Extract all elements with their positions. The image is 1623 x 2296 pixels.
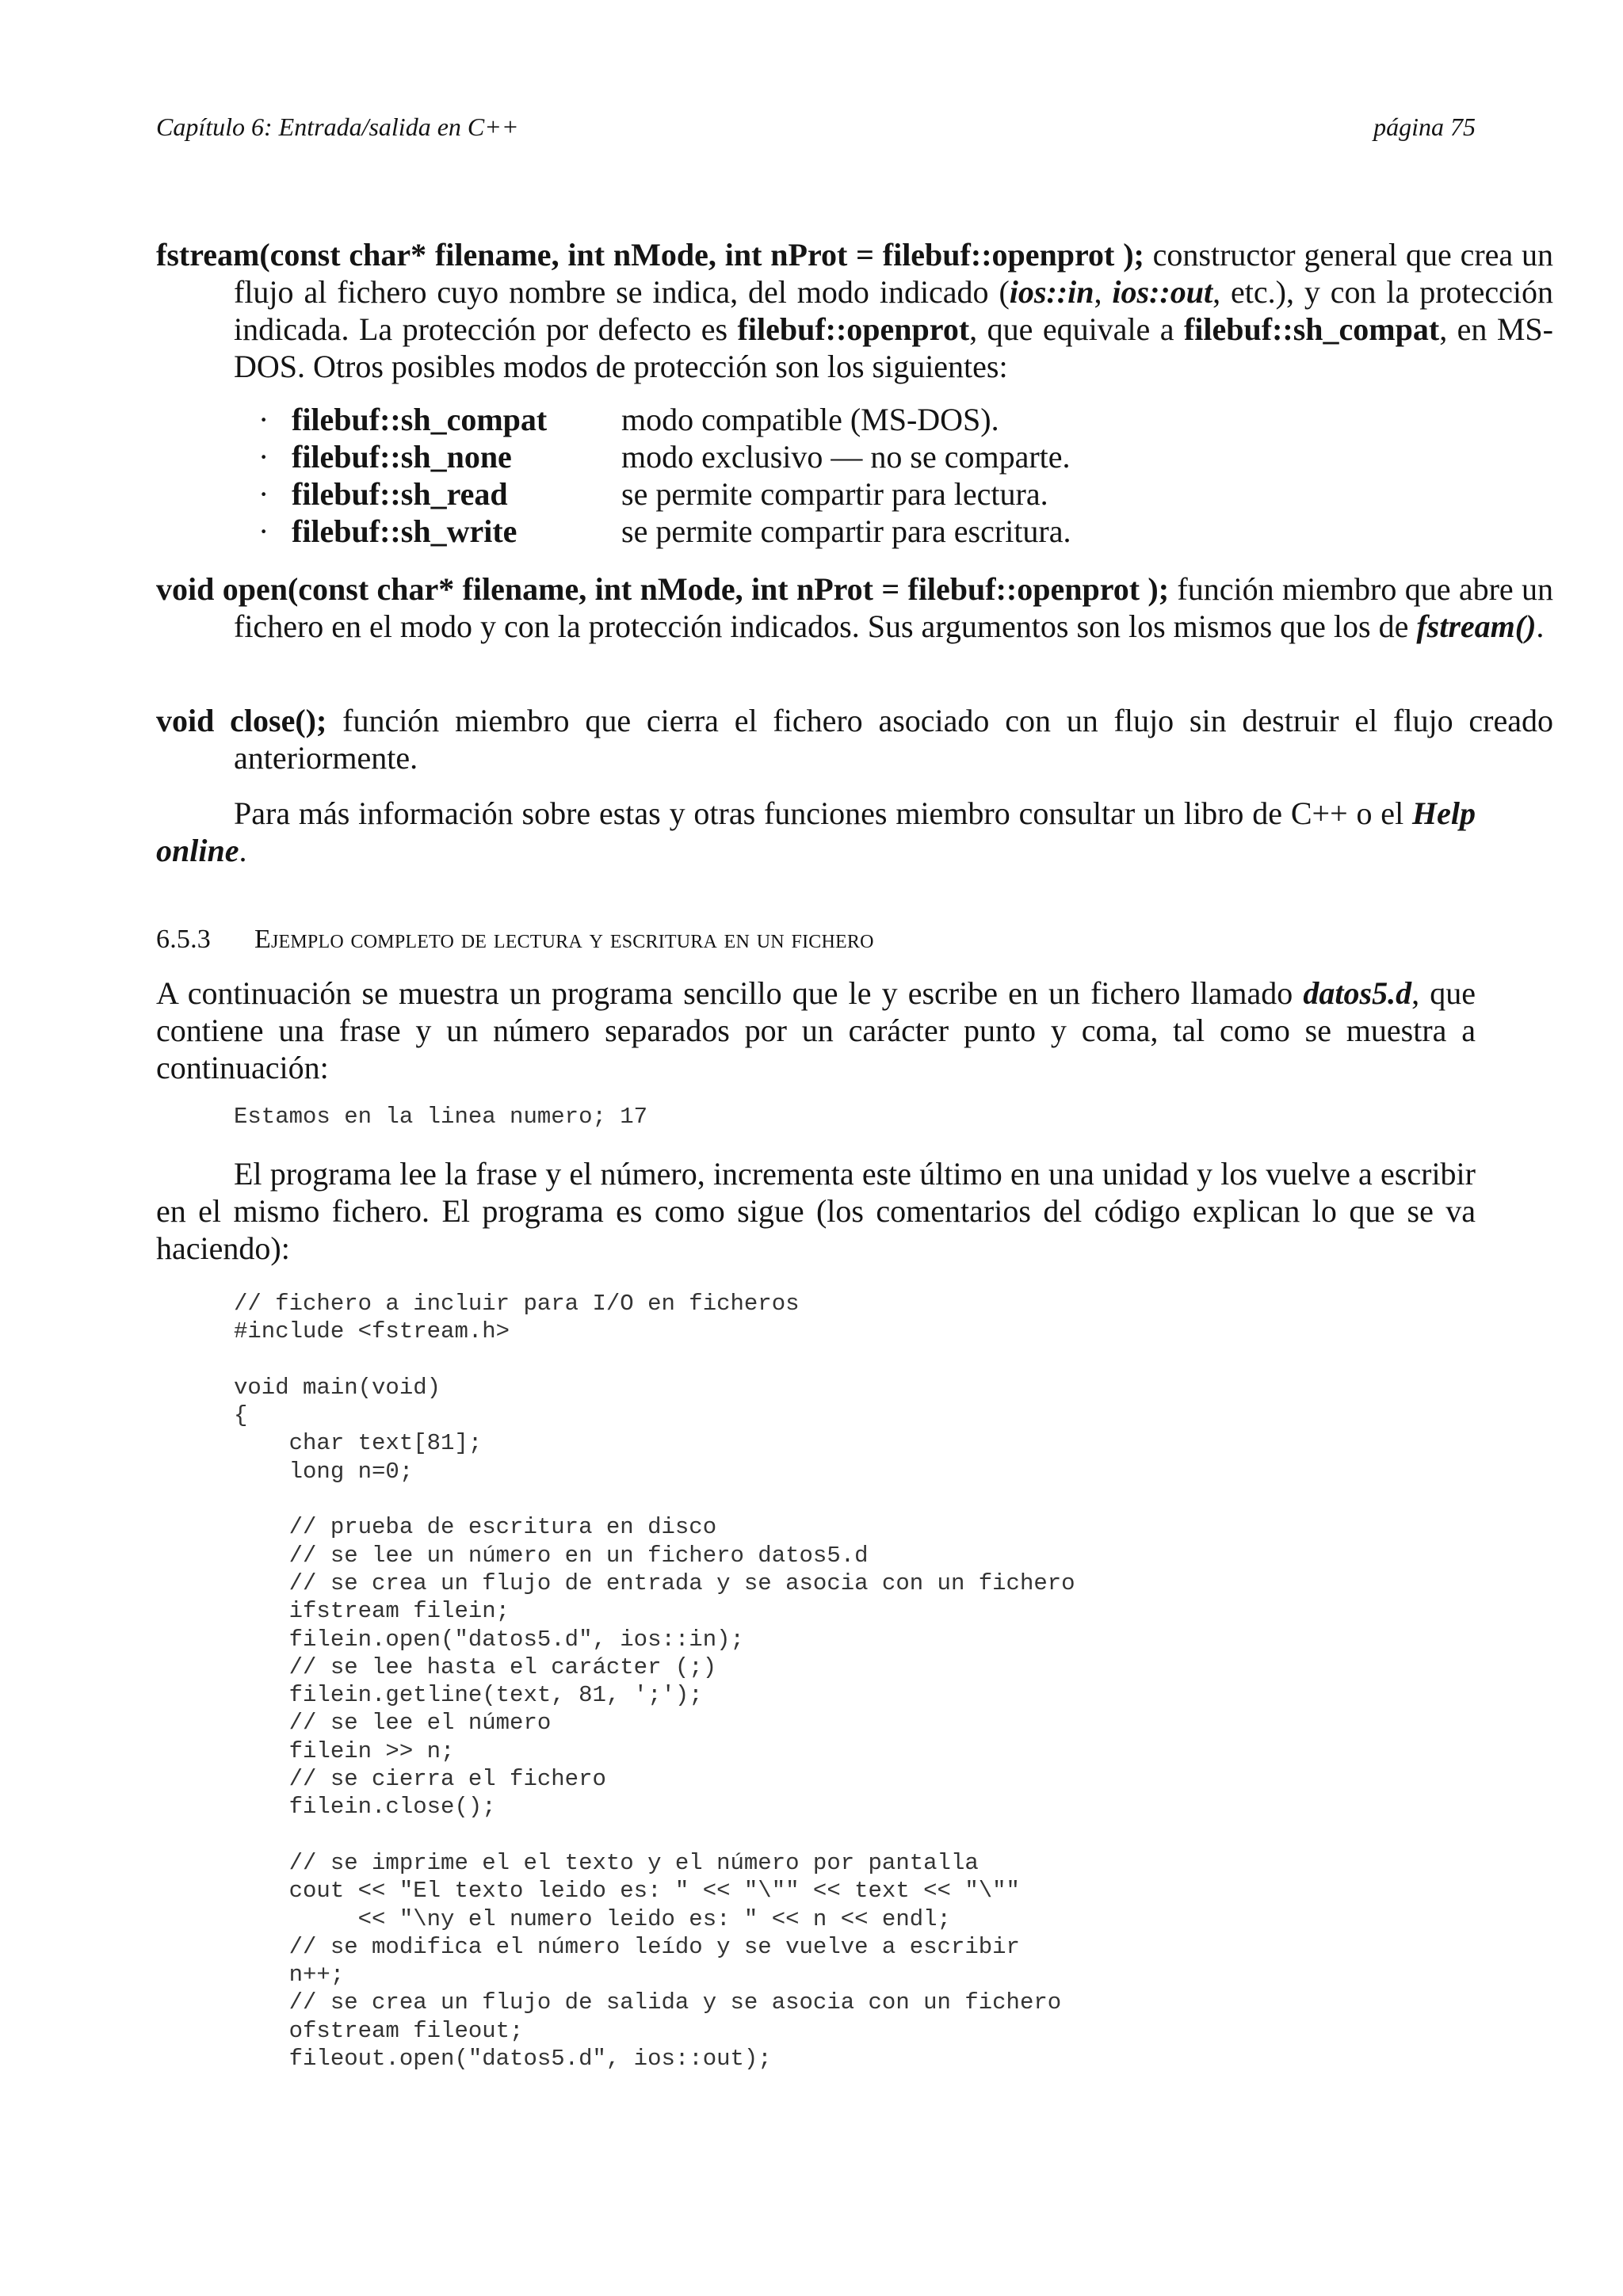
code-line: // se lee un número en un fichero datos5.d: [234, 1542, 869, 1569]
code-line: long n=0;: [234, 1458, 414, 1485]
chapter-title: Capítulo 6: Entrada/salida en C++: [156, 113, 519, 141]
mode-description: se permite compartir para lectura.: [621, 476, 1048, 512]
fstream-description-cont2: , que equivale a: [969, 311, 1184, 347]
fstream-ref: fstream(): [1416, 608, 1537, 644]
code-line: ifstream filein;: [234, 1598, 510, 1625]
list-item: [258, 401, 1071, 438]
code-line: // se crea un flujo de entrada y se asocia con un fichero: [234, 1569, 1075, 1596]
close-function-definition: [156, 702, 1553, 776]
program-intro-paragraph: El programa lee la frase y el número, incrementa este último en una unidad y los vuelve a escribir en el mismo fichero. El programa es como sigue (los comentarios del código explican lo que se va haciendo):: [156, 1156, 1476, 1266]
code-line: char text[81];: [234, 1430, 483, 1457]
close-signature: void close();: [156, 703, 327, 738]
code-listing: [234, 1290, 1075, 2073]
fstream-description-end: , en MS-DOS. Otros posibles modos de protección son los siguientes:: [234, 311, 1553, 384]
intro-text: A continuación se muestra un programa sencillo que le y escribe en un fichero llamado: [156, 975, 1304, 1011]
sh-compat-ref: filebuf::sh_compat: [1183, 311, 1440, 347]
code-line: filein.close();: [234, 1794, 496, 1821]
code-line: // se imprime el el texto y el número por pantalla: [234, 1849, 979, 1876]
code-line: << "\ny el numero leido es: " << n << endl;: [234, 1905, 951, 1932]
file-name-ref: datos5.d: [1303, 975, 1412, 1011]
bullet-icon: ·: [258, 476, 269, 512]
code-line: // se lee hasta el carácter (;): [234, 1653, 717, 1680]
mode-name: filebuf::sh_read: [292, 476, 508, 512]
separator-text: ,: [1094, 274, 1113, 310]
help-online-ref: Help online: [156, 795, 1476, 868]
open-signature: void open(const char* filename, int nMode, int nProt = filebuf::openprot );: [156, 571, 1170, 607]
openprot-ref: filebuf::openprot: [737, 311, 970, 347]
list-item: [258, 438, 1071, 475]
list-item: [258, 513, 1071, 550]
code-line: void main(void): [234, 1374, 441, 1401]
ios-in-ref: ios::in: [1009, 274, 1094, 310]
ios-out-ref: ios::out: [1112, 274, 1213, 310]
bullet-icon: ·: [258, 513, 269, 549]
list-item: [258, 475, 1071, 513]
code-line: filein >> n;: [234, 1737, 455, 1764]
bullet-icon: ·: [258, 439, 269, 475]
intro-paragraph: [156, 974, 1476, 1086]
code-line: // se lee el número: [234, 1710, 552, 1737]
code-line: // se cierra el fichero: [234, 1766, 606, 1793]
code-line: cout << "El texto leido es: " << "\"" << text << "\"": [234, 1878, 1020, 1905]
code-line: fileout.open("datos5.d", ios::out);: [234, 2046, 772, 2073]
mode-description: modo exclusivo — no se comparte.: [621, 439, 1071, 475]
protection-modes-list: [258, 401, 1071, 550]
section-title: Ejemplo completo de lectura y escritura en un fichero: [254, 925, 874, 954]
code-line: // prueba de escritura en disco: [234, 1514, 717, 1541]
bullet-icon: ·: [258, 402, 269, 437]
more-info-end: .: [239, 833, 247, 868]
code-line: [234, 1821, 1075, 1849]
fstream-description-cont: , etc.), y con la protección indicada. La protección por defecto es: [234, 274, 1554, 347]
open-function-definition: [156, 570, 1553, 645]
code-line: // se crea un flujo de salida y se asocia con un fichero: [234, 1989, 1062, 2016]
close-description: función miembro que cierra el fichero asociado con un flujo sin destruir el flujo creado anteriormente.: [234, 703, 1553, 776]
section-number: 6.5.3: [156, 925, 211, 954]
page-header: [156, 111, 1476, 143]
sample-file-content: Estamos en la linea numero; 17: [234, 1104, 648, 1130]
mode-name: filebuf::sh_compat: [292, 402, 548, 437]
code-line: [234, 1346, 1075, 1374]
page-number: página 75: [1373, 113, 1476, 141]
more-info-paragraph: [156, 795, 1476, 869]
code-line: // se modifica el número leído y se vuelve a escribir: [234, 1933, 1020, 1960]
intro-text-end: , que contiene una frase y un número separados por un carácter punto y coma, tal como se muestra a continuación:: [156, 975, 1476, 1085]
mode-description: se permite compartir para escritura.: [621, 513, 1071, 549]
fstream-constructor-definition: [156, 236, 1553, 385]
code-line: // fichero a incluir para I/O en ficheros: [234, 1291, 800, 1317]
fstream-description: constructor general que crea un flujo al fichero cuyo nombre se indica, del modo indicado (: [234, 237, 1553, 310]
code-line: [234, 1486, 1075, 1513]
code-line: filein.getline(text, 81, ';');: [234, 1682, 703, 1709]
code-line: filein.open("datos5.d", ios::in);: [234, 1626, 744, 1653]
mode-name: filebuf::sh_none: [292, 439, 512, 475]
code-line: {: [234, 1402, 248, 1429]
code-line: #include <fstream.h>: [234, 1318, 510, 1345]
code-line: ofstream fileout;: [234, 2017, 524, 2044]
open-description: función miembro que abre un fichero en el modo y con la protección indicados. Sus argumentos son los mismos que los de: [234, 571, 1553, 644]
open-description-end: .: [1536, 608, 1545, 644]
fstream-signature: fstream(const char* filename, int nMode, int nProt = filebuf::openprot );: [156, 237, 1144, 273]
section-heading: [156, 922, 874, 957]
mode-description: modo compatible (MS-DOS).: [621, 402, 999, 437]
mode-name: filebuf::sh_write: [292, 513, 517, 549]
more-info-text: Para más información sobre estas y otras funciones miembro consultar un libro de C++ o el: [234, 795, 1413, 831]
code-line: n++;: [234, 1962, 345, 1989]
